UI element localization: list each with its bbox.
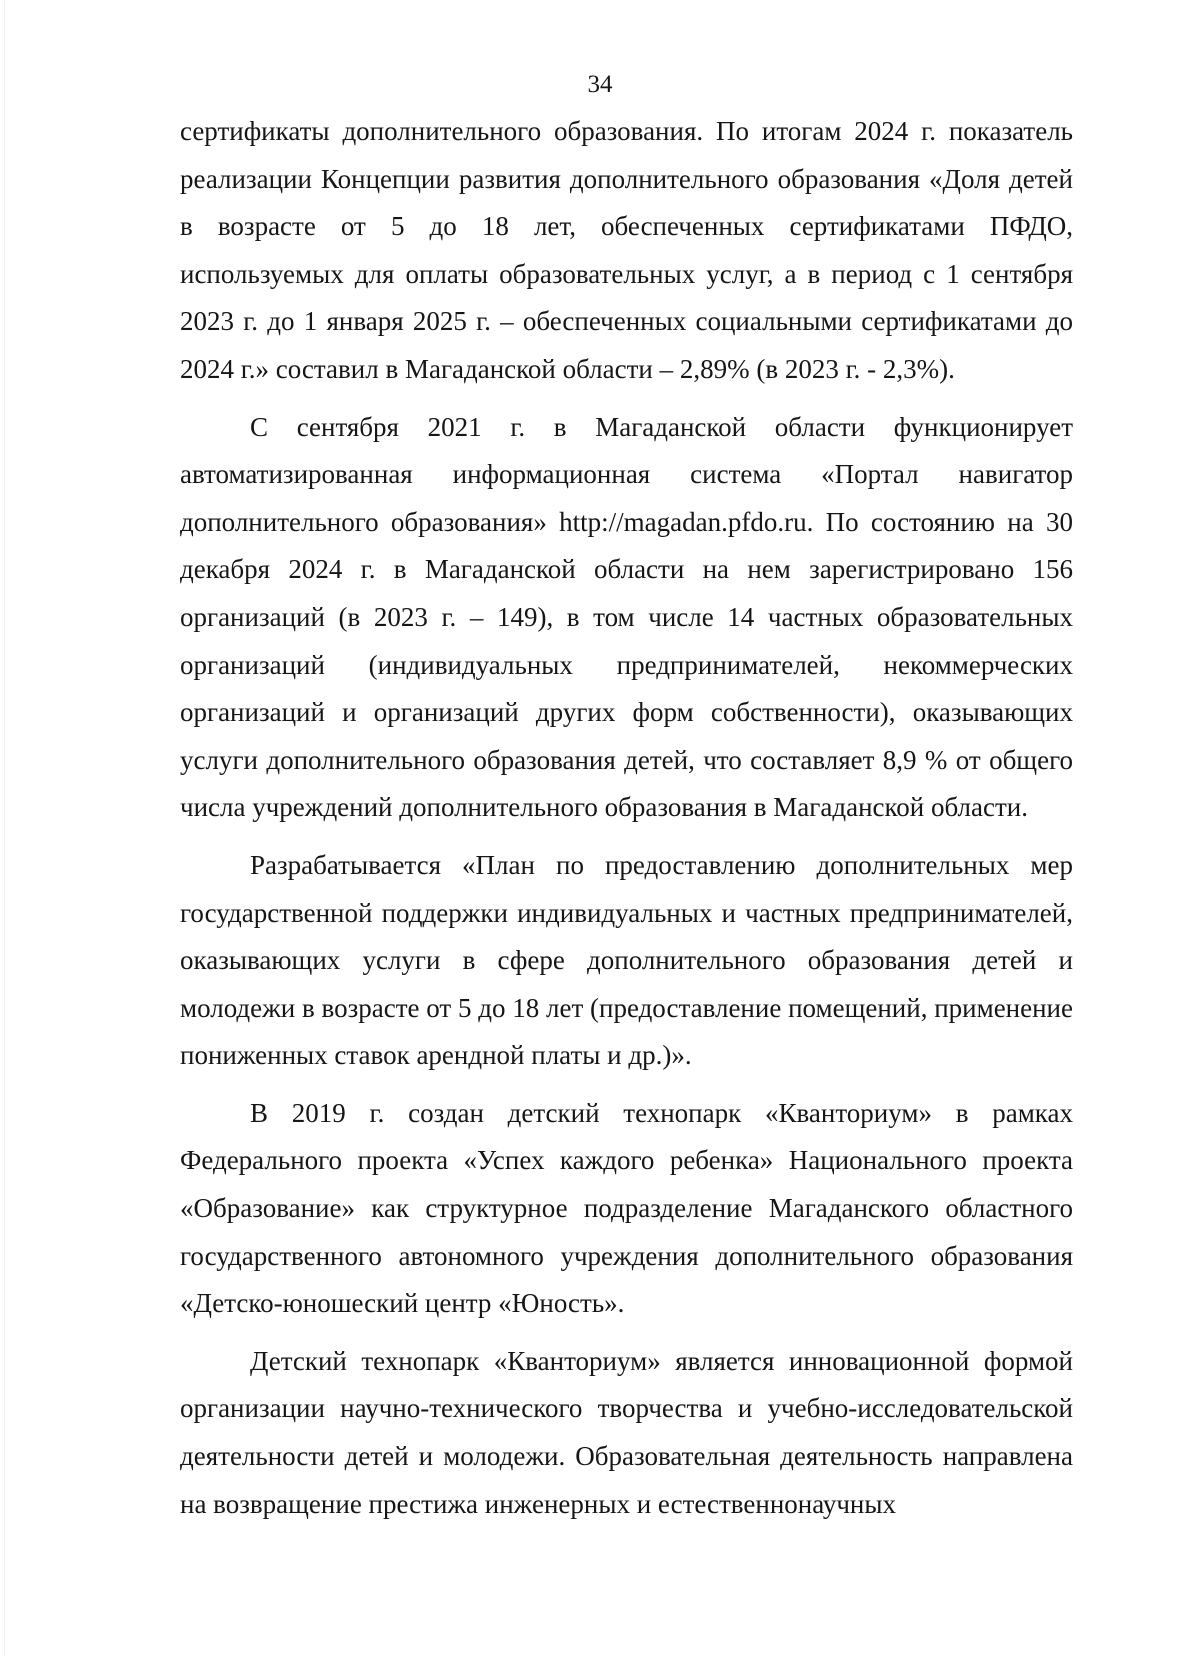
paragraph-continuation: сертификаты дополнительного образования. По итогам 2024 г. показатель реализации Концепции развития дополнительного образования «Доля детей в возрасте от 5 до 18 лет, обеспеченных сертификатами ПФДО, используемых для оплаты образовательных услуг, а в период с 1 сентября 2023 г. до 1 января 2025 г. – обеспеченных социальными сертификатами до 2024 г.» составил в Магаданской области – 2,89% (в 2023 г. - 2,3%). xyxy=(180,116,1073,384)
paragraph-kvantorium-description: Детский технопарк «Кванториум» является инновационной формой организации научно-технического творчества и учебно-исследовательской деятельности детей и молодежи. Образовательная деятельность направлена на возвращение престижа инженерных и естественнонаучных xyxy=(180,1345,1073,1519)
paragraph-support-plan: Разрабатывается «План по предоставлению дополнительных мер государственной поддержки индивидуальных и частных предпринимателей, оказывающих услуги в сфере дополнительного образования детей и молодежи в возрасте от 5 до 18 лет (предоставление помещений, применение пониженных ставок арендной платы и др.)». xyxy=(180,849,1073,1071)
page-number: 34 xyxy=(587,71,613,98)
document-body xyxy=(180,108,1073,1528)
scan-edge xyxy=(4,0,5,1656)
paragraph-navigator-portal: С сентября 2021 г. в Магаданской области функционирует автоматизированная информационная система «Портал навигатор дополнительного образования» http://magadan.pfdo.ru. По состоянию на 30 декабря 2024 г. в Магаданской области на нем зарегистрировано 156 организаций (в 2023 г. – 149), в том числе 14 частных образовательных организаций (индивидуальных предпринимателей, некоммерческих организаций и организаций других форм собственности), оказывающих услуги дополнительного образования детей, что составляет 8,9 % от общего числа учреждений дополнительного образования в Магаданской области. xyxy=(180,411,1073,823)
paragraph-kvantorium-created: В 2019 г. создан детский технопарк «Кванториум» в рамках Федерального проекта «Успех каждого ребенка» Национального проекта «Образование» как структурное подразделение Магаданского областного государственного автономного учреждения дополнительного образования «Детско-юношеский центр «Юность». xyxy=(180,1097,1073,1319)
